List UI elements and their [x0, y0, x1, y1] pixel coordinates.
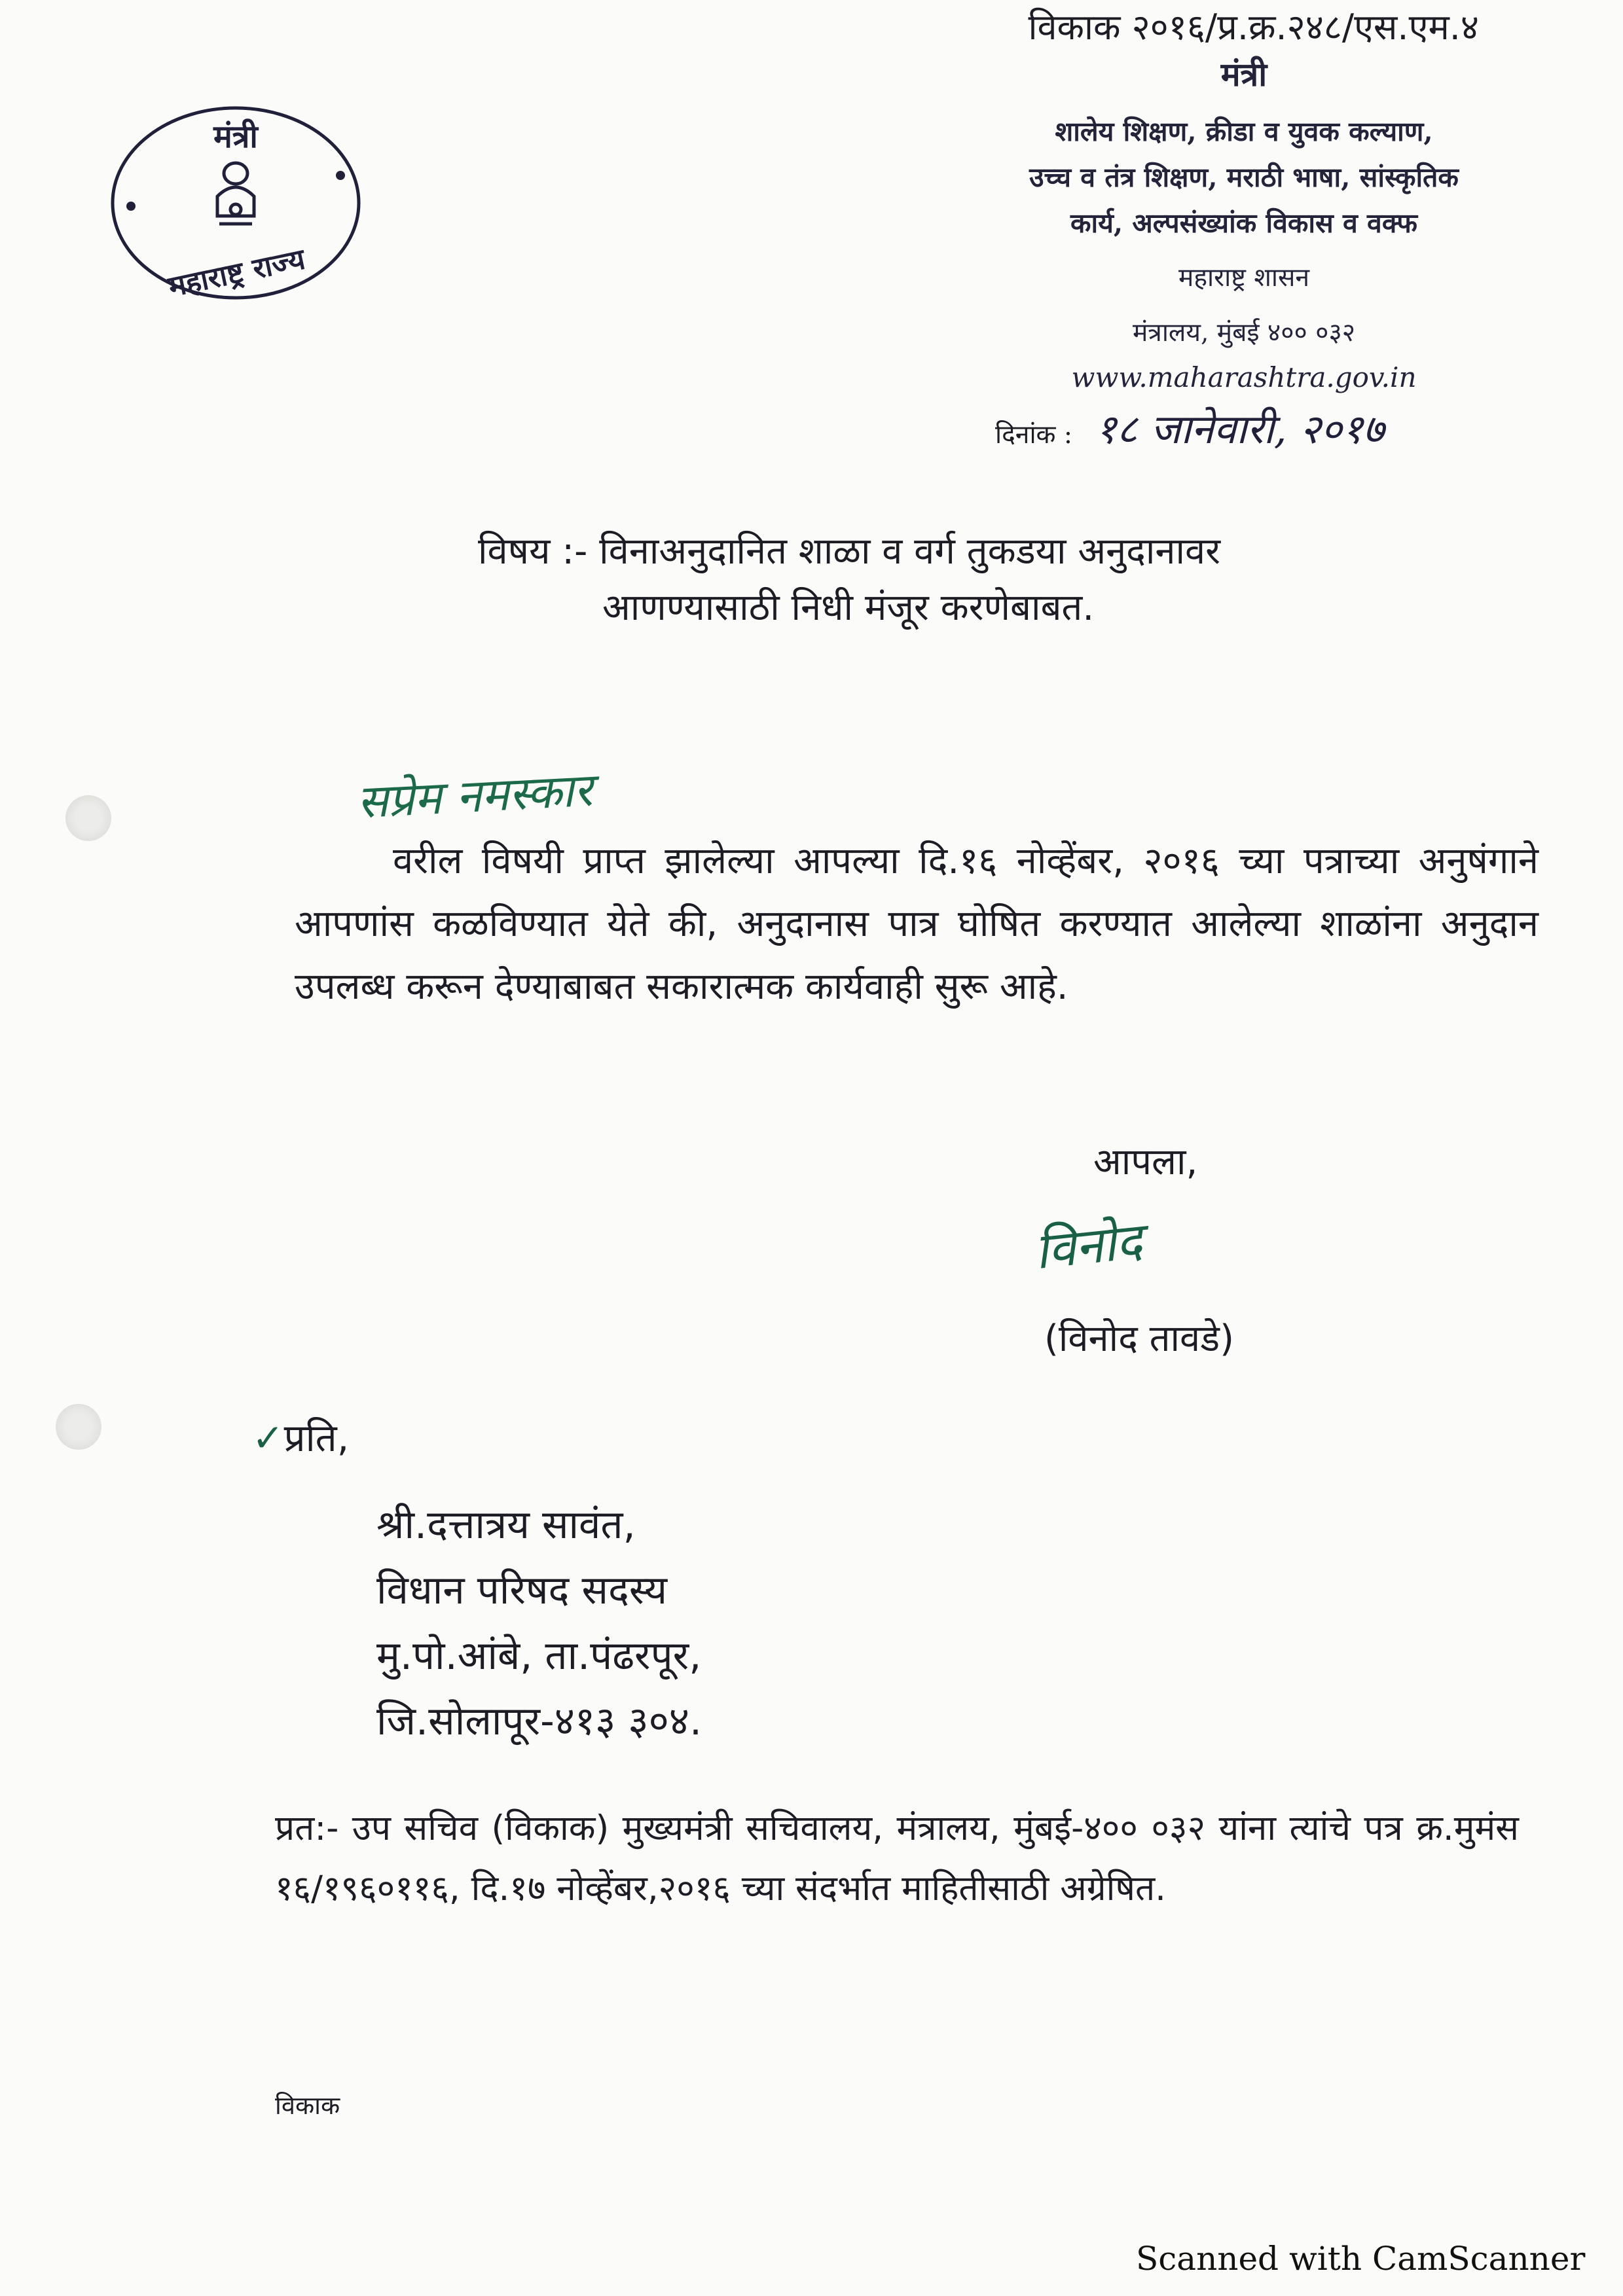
scanner-watermark: Scanned with CamScanner	[1136, 2240, 1586, 2278]
copy-forward-note	[275, 1799, 1519, 1919]
date-row	[995, 401, 1384, 456]
signatory-name: (विनोद तावडे)	[1044, 1318, 1234, 1360]
punch-hole-icon	[65, 795, 111, 841]
punch-hole-icon	[56, 1404, 101, 1450]
ashoka-emblem-icon	[217, 163, 254, 224]
address-line-2: विधान परिषद सदस्य	[376, 1568, 668, 1613]
recipient-label-text: प्रति,	[283, 1416, 350, 1460]
letterhead-title: मंत्री	[1220, 55, 1267, 94]
address-line-3: मु.पो.आंबे, ता.पंढरपूर,	[376, 1633, 702, 1679]
seal-top-text: मंत्री	[213, 118, 258, 155]
copy-to-text: प्रत:- उप सचिव (विकाक) मुख्यमंत्री सचिवालय, मंत्रालय, मुंबई-४०० ०३२ यांना त्यांचे पत्र क्र.मुमंस १६/१९६०११६, दि.१७ नोव्हेंबर,२०१६ च्या संदर्भात माहितीसाठी अग्रेषित.	[275, 1808, 1519, 1909]
letter-body	[295, 830, 1539, 1018]
footer-code: विकाक	[275, 2091, 340, 2120]
department-line-2: उच्च व तंत्र शिक्षण, मराठी भाषा, सांस्कृतिक	[1029, 162, 1459, 193]
office-address: मंत्रालय, मुंबई ४०० ०३२	[1132, 318, 1356, 348]
recipient-address	[376, 1492, 702, 1754]
address-line-1: श्री.दत्तात्रय सावंत,	[376, 1502, 636, 1548]
subject-line-1: विषय :- विनाअनुदानित शाळा व वर्ग तुकडया अनुदानावर	[478, 530, 1221, 573]
subject	[478, 524, 1220, 636]
handwritten-salutation: सप्रेम नमस्कार	[356, 762, 594, 829]
tick-mark-icon: ✓	[252, 1416, 284, 1460]
department-line-3: कार्य, अल्पसंख्यांक विकास व वक्फ	[1070, 207, 1418, 239]
recipient-label	[252, 1410, 349, 1462]
body-paragraph: वरील विषयी प्राप्त झालेल्या आपल्या दि.१६ नोव्हेंबर, २०१६ च्या पत्राच्या अनुषंगाने आपणांस कळविण्यात येते की, अनुदानास पात्र घोषित करण्यात आलेल्या शाळांना अनुदान उपलब्ध करून देण्याबाबत सकारात्मक कार्यवाही सुरू आहे.	[295, 840, 1539, 1008]
government-seal	[105, 98, 367, 308]
date-value: १८ जानेवारी, २०१७	[1095, 405, 1385, 453]
government-name: महाराष्ट्र शासन	[1178, 263, 1309, 293]
department-line-1: शालेय शिक्षण, क्रीडा व युवक कल्याण,	[1055, 116, 1433, 147]
website: www.maharashtra.gov.in	[1071, 361, 1417, 393]
address-line-4: जि.सोलापूर-४१३ ३०४.	[376, 1698, 702, 1744]
seal-bottom-text: महाराष्ट्र राज्य	[165, 242, 308, 304]
handwritten-signature: विनोद	[1032, 1211, 1145, 1281]
letterhead	[903, 51, 1584, 399]
closing: आपला,	[1093, 1141, 1198, 1183]
subject-line-2: आणण्यासाठी निधी मंजूर करणेबाबत.	[602, 586, 1095, 629]
reference-number: विकाक २०१६/प्र.क्र.२४८/एस.एम.४	[1028, 7, 1479, 48]
date-label: दिनांक :	[995, 420, 1073, 450]
